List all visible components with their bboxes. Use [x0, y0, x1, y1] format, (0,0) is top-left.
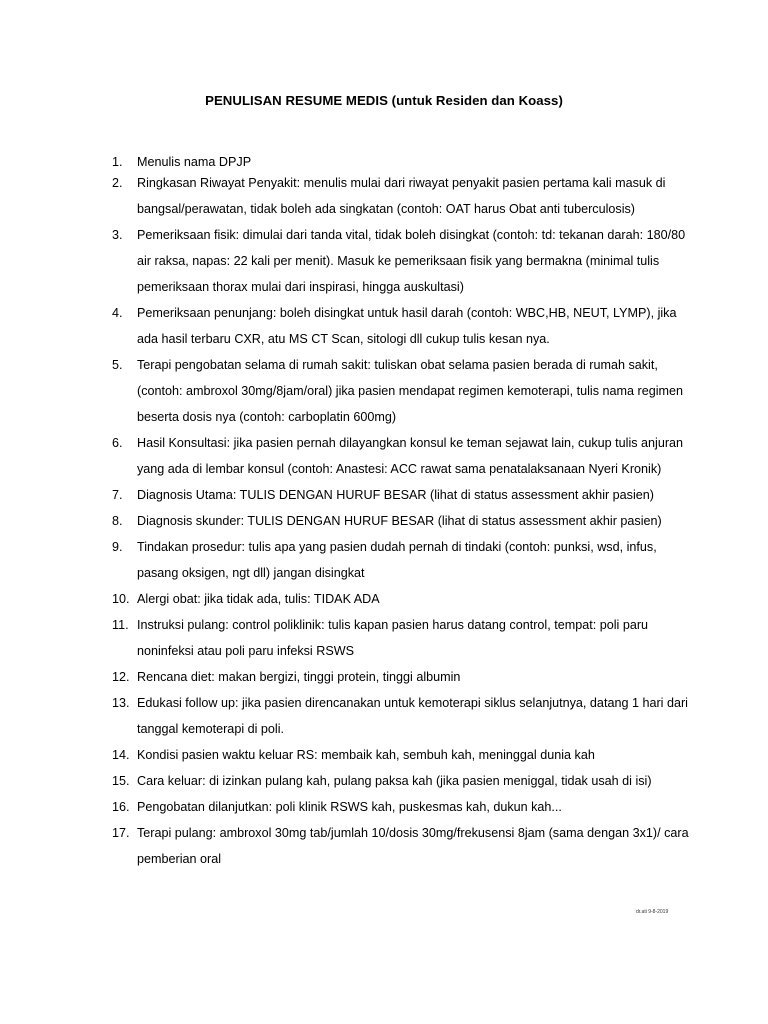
- list-item: [112, 352, 692, 430]
- list-item: [112, 690, 692, 742]
- list-item: [112, 742, 692, 768]
- list-item: [112, 794, 692, 820]
- list-item: [112, 534, 692, 586]
- list-item: [112, 482, 692, 508]
- list-item-number: 6.: [112, 436, 123, 450]
- list-item: [112, 586, 692, 612]
- list-item-number: 13.: [112, 696, 130, 710]
- list-item-number: 17.: [112, 826, 130, 840]
- list-item: [112, 820, 692, 872]
- list-item-text: Edukasi follow up: jika pasien direncanakan untuk kemoterapi siklus selanjutnya, datang 1 hari dari tanggal kemoterapi di poli.: [137, 696, 688, 736]
- list-item: [112, 170, 692, 222]
- list-item: [112, 664, 692, 690]
- list-item-number: 10.: [112, 592, 130, 606]
- list-item-number: 4.: [112, 306, 123, 320]
- list-item-text: Terapi pulang: ambroxol 30mg tab/jumlah 10/dosis 30mg/frekusensi 8jam (sama dengan 3x1)/ cara pemberian oral: [137, 826, 689, 866]
- list-item: [112, 222, 692, 300]
- list-item-number: 2.: [112, 176, 123, 190]
- list-item: [112, 430, 692, 482]
- list-item-number: 16.: [112, 800, 130, 814]
- list-item-text: Cara keluar: di izinkan pulang kah, pulang paksa kah (jika pasien meniggal, tidak usah di isi): [137, 774, 652, 788]
- list-item-text: Pengobatan dilanjutkan: poli klinik RSWS kah, puskesmas kah, dukun kah...: [137, 800, 562, 814]
- list-item-text: Hasil Konsultasi: jika pasien pernah dilayangkan konsul ke teman sejawat lain, cukup tulis anjuran yang ada di lembar konsul (contoh: Anastesi: ACC rawat sama penatalaksanaan Nyeri Kronik): [137, 436, 684, 476]
- list-item-number: 12.: [112, 670, 130, 684]
- list-item-text: Menulis nama DPJP: [137, 155, 252, 169]
- list-item-text: Tindakan prosedur: tulis apa yang pasien dudah pernah di tindaki (contoh: punksi, wsd, infus, pasang oksigen, ngt dll) jangan disingkat: [137, 540, 657, 580]
- footer-note: dr.ati 9-8-2019: [636, 909, 669, 915]
- list-item: [112, 300, 692, 352]
- list-item: [112, 612, 692, 664]
- list-item-text: Instruksi pulang: control poliklinik: tulis kapan pasien harus datang control, tempat: poli paru noninfeksi atau poli paru infeksi RSWS: [137, 618, 649, 658]
- list-item: [112, 768, 692, 794]
- list-item-text: Diagnosis skunder: TULIS DENGAN HURUF BESAR (lihat di status assessment akhir pasien): [137, 514, 662, 528]
- list-item-text: Rencana diet: makan bergizi, tinggi protein, tinggi albumin: [137, 670, 461, 684]
- list-item-number: 15.: [112, 774, 130, 788]
- list-item-text: Ringkasan Riwayat Penyakit: menulis mulai dari riwayat penyakit pasien pertama kali masuk di bangsal/perawatan, tidak boleh ada singkatan (contoh: OAT harus Obat anti tuberculosis): [137, 176, 666, 216]
- list-item-number: 7.: [112, 488, 123, 502]
- list-item-text: Diagnosis Utama: TULIS DENGAN HURUF BESAR (lihat di status assessment akhir pasien): [137, 488, 654, 502]
- list-item-number: 1.: [112, 155, 123, 169]
- list-item-text: Pemeriksaan penunjang: boleh disingkat untuk hasil darah (contoh: WBC,HB, NEUT, LYMP), jika ada hasil terbaru CXR, atu MS CT Scan, sitologi dll cukup tulis kesan nya.: [137, 306, 677, 346]
- list-item-text: Alergi obat: jika tidak ada, tulis: TIDAK ADA: [137, 592, 380, 606]
- list-item-number: 11.: [112, 618, 129, 632]
- list-item-number: 3.: [112, 228, 123, 242]
- list-item-number: 9.: [112, 540, 123, 554]
- document-title: PENULISAN RESUME MEDIS (untuk Residen dan Koass): [205, 93, 563, 108]
- list-item-text: Kondisi pasien waktu keluar RS: membaik kah, sembuh kah, meninggal dunia kah: [137, 748, 595, 762]
- list-item-number: 8.: [112, 514, 123, 528]
- instruction-list: [112, 149, 692, 872]
- list-item-number: 5.: [112, 358, 123, 372]
- list-item: [112, 508, 692, 534]
- list-item-text: Pemeriksaan fisik: dimulai dari tanda vital, tidak boleh disingkat (contoh: td: tekanan darah: 180/80 air raksa, napas: 22 kali per menit). Masuk ke pemeriksaan fisik yang bermakna (minimal tulis pemeriksaan thorax mulai dari inspirasi, hingga auskultasi): [137, 228, 686, 294]
- list-item-number: 14.: [112, 748, 130, 762]
- list-item-text: Terapi pengobatan selama di rumah sakit: tuliskan obat selama pasien berada di rumah sakit, (contoh: ambroxol 30mg/8jam/oral) jika pasien mendapat regimen kemoterapi, tulis nama regimen beserta dosis nya (contoh: carboplatin 600mg): [137, 358, 683, 424]
